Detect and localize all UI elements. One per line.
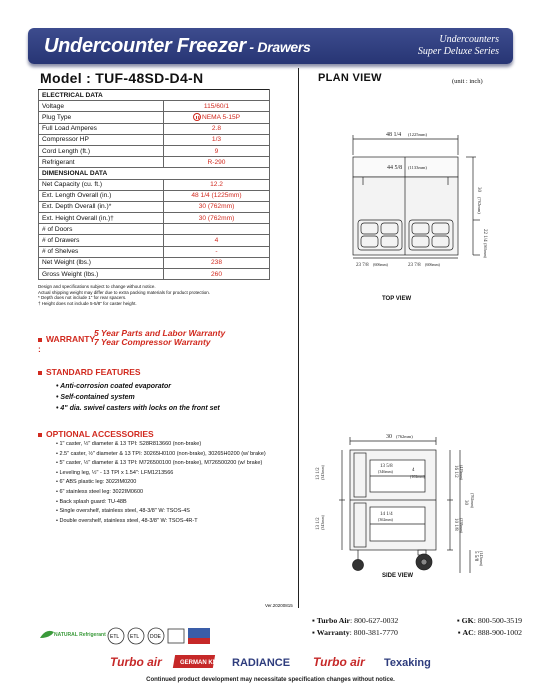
product-title xyxy=(44,35,311,58)
plan-view-title: PLAN VIEW xyxy=(318,72,382,84)
energy-logo xyxy=(168,629,184,643)
spec-row: Net Capacity (cu. ft.) 12.2 xyxy=(39,179,270,190)
svg-text:(258mm): (258mm) xyxy=(459,518,464,533)
svg-text:(102mm): (102mm) xyxy=(410,474,425,479)
svg-text:(346mm): (346mm) xyxy=(378,469,393,474)
svg-text:4: 4 xyxy=(412,468,415,473)
spec-row: Net Weight (lbs.) 238 xyxy=(39,257,270,268)
spec-row: # of Drawers 4 xyxy=(39,235,270,246)
series-label xyxy=(418,34,499,58)
svg-text:(762mm): (762mm) xyxy=(477,197,482,214)
spec-row: Ext. Depth Overall (in.)* 30 (762mm) xyxy=(39,201,270,212)
footer-disclaimer: Continued product development may necessitate specification changes without notice. xyxy=(146,677,395,683)
side-view-label: SIDE VIEW xyxy=(382,573,414,579)
bullet-square xyxy=(38,338,42,342)
spec-row: Cord Length (ft.) 9 xyxy=(39,145,270,156)
subtitle-text: - Drawers xyxy=(245,39,311,55)
spec-row: Ext. Length Overall (in.) 48 1/4 (1225mm) xyxy=(39,190,270,201)
texaking-logo xyxy=(384,657,431,669)
brand-logos xyxy=(0,650,541,674)
svg-text:22 1/4: 22 1/4 xyxy=(482,229,487,242)
spec-row: Compressor HP 1/3 xyxy=(39,134,270,145)
svg-text:GERMAN KNIFE: GERMAN KNIFE xyxy=(180,660,227,666)
doe-logo xyxy=(148,628,164,644)
turbo-air-logo xyxy=(110,655,163,669)
svg-text:23 7/8: 23 7/8 xyxy=(408,263,421,268)
svg-text:30: 30 xyxy=(476,187,481,192)
optional-accessories-list xyxy=(56,441,286,527)
turbo-air-logo-2 xyxy=(313,655,366,669)
natural-refrigerant-logo xyxy=(40,631,106,638)
list-item: • Back splash guard: TU-48B xyxy=(56,498,127,505)
spec-row: # of Doors xyxy=(39,224,270,235)
bullet-square xyxy=(38,371,42,375)
side-view-drawing xyxy=(339,437,470,573)
spec-row: Voltage 115/60/1 xyxy=(39,101,270,112)
svg-text:RADIANCE: RADIANCE xyxy=(232,657,291,669)
svg-text:30: 30 xyxy=(463,500,468,505)
svg-text:(1225mm): (1225mm) xyxy=(408,132,427,137)
spec-table xyxy=(38,89,270,280)
svg-text:44 5/8: 44 5/8 xyxy=(387,165,403,171)
svg-text:(343mm): (343mm) xyxy=(320,465,325,480)
header-banner xyxy=(28,28,513,64)
list-item: • 6" ABS plastic leg: 3022IM0200 xyxy=(56,479,137,486)
list-item: • 5" caster, ½" diameter & 13 TPI: M726500100 (non-brake), M726500200 (w/ brake) xyxy=(56,460,263,467)
list-item: • Anti-corrosion coated evaporator xyxy=(56,383,171,390)
list-item: • 6" stainless steel leg: 3022IM0600 xyxy=(56,488,144,495)
svg-text:(565mm): (565mm) xyxy=(483,243,488,258)
top-view-drawing xyxy=(353,135,480,258)
spec-row: Ext. Height Overall (in.)† 30 (762mm) xyxy=(39,213,270,224)
svg-text:(143mm): (143mm) xyxy=(479,551,484,566)
spec-notes: Design and specifications subject to change without notice. Actual shipping weight may differ due to extra packing materials for product protection. * Depth does not include 1" for rear spacers. † Height does not include 5-5/8" for caster height. xyxy=(38,284,211,306)
svg-text:13 5/8: 13 5/8 xyxy=(380,464,393,469)
category-line-1: Undercounters xyxy=(439,34,499,45)
list-item: • Single overshelf, stainless steel, 48-3/8" W: TSOS-4S xyxy=(56,508,190,515)
svg-text:16 1/2: 16 1/2 xyxy=(453,465,458,478)
made-in-usa-logo xyxy=(188,628,210,644)
german-knife-logo xyxy=(173,655,227,668)
etl-sanitation-logo xyxy=(128,628,144,644)
certification-logos xyxy=(38,624,300,648)
svg-text:(606mm): (606mm) xyxy=(373,262,388,267)
svg-text:ETL: ETL xyxy=(110,634,120,640)
list-item: • Self-contained system xyxy=(56,394,135,401)
dimensional-header: DIMENSIONAL DATA xyxy=(39,168,270,179)
standard-features-list xyxy=(56,381,220,414)
list-item: • 1" caster, ½" diameter & 13 TPI: S28R813660 (non-brake) xyxy=(56,441,202,447)
svg-text:(762mm): (762mm) xyxy=(396,434,413,439)
etl-logo xyxy=(108,628,124,644)
spec-row: Full Load Amperes 2.8 xyxy=(39,123,270,134)
svg-text:Turbo air: Turbo air xyxy=(110,655,162,669)
optional-accessories-title: OPTIONAL ACCESSORIES xyxy=(38,429,154,439)
electrical-header: ELECTRICAL DATA xyxy=(39,90,270,101)
svg-text:(606mm): (606mm) xyxy=(425,262,440,267)
radiance-logo xyxy=(232,657,290,669)
svg-text:(419mm): (419mm) xyxy=(459,465,464,480)
spec-row: Plug Type NEMA 5-15P xyxy=(39,112,270,123)
svg-text:5 5/8: 5 5/8 xyxy=(473,551,478,562)
list-item: • Double overshelf, stainless steel, 48-3/8" W: TSOS-4R-T xyxy=(56,517,198,524)
plug-icon xyxy=(193,113,201,121)
category-line-2: Super Deluxe Series xyxy=(417,46,499,57)
bullet-square xyxy=(38,433,42,437)
svg-text:13 1/2: 13 1/2 xyxy=(316,517,321,530)
list-item: • Leveling leg, ½" - 13 TPI x 1.54": LFM1213566 xyxy=(56,469,174,476)
technical-drawing xyxy=(300,95,530,590)
top-view-label: TOP VIEW xyxy=(382,296,412,302)
title-text: Undercounter Freezer xyxy=(44,35,246,57)
svg-text:13 1/2: 13 1/2 xyxy=(316,467,321,480)
column-divider xyxy=(298,68,299,608)
standard-features-title: STANDARD FEATURES xyxy=(38,367,141,377)
model-number: Model : TUF-48SD-D4-N xyxy=(40,70,204,86)
svg-text:(362mm): (362mm) xyxy=(378,517,393,522)
svg-text:30: 30 xyxy=(386,434,392,440)
spec-row: # of Shelves - xyxy=(39,246,270,257)
contact-block: ▪ Turbo Air: 800-627-0032 ▪ GK: 800-500-3519 ▪ Warranty: 800-381-7770 ▪ AC: 888-900-1002 xyxy=(312,616,522,637)
svg-text:DOE: DOE xyxy=(150,634,161,640)
svg-text:NATURAL Refrigerant: NATURAL Refrigerant xyxy=(54,632,106,638)
svg-text:(1133mm): (1133mm) xyxy=(408,165,427,170)
svg-text:ETL: ETL xyxy=(130,634,140,640)
spec-row: Gross Weight (lbs.) 260 xyxy=(39,269,270,280)
spec-row: Refrigerant R-290 xyxy=(39,157,270,168)
svg-text:(762mm): (762mm) xyxy=(470,493,475,508)
svg-text:48 1/4: 48 1/4 xyxy=(386,132,402,138)
svg-text:10 1/8: 10 1/8 xyxy=(453,518,458,531)
svg-text:23 7/8: 23 7/8 xyxy=(356,263,369,268)
list-item: • 2.5" caster, ½" diameter & 13 TPI: 30265H0100 (non-brake), 30265H0200 (w/ brake) xyxy=(56,450,266,457)
version-label: Ver.20200815 xyxy=(265,603,293,608)
svg-text:(343mm): (343mm) xyxy=(320,515,325,530)
list-item: • 4" dia. swivel casters with locks on the front set xyxy=(56,405,220,412)
svg-text:Turbo air: Turbo air xyxy=(313,655,365,669)
svg-text:14 1/4: 14 1/4 xyxy=(380,512,393,517)
svg-text:Texaking: Texaking xyxy=(384,657,431,669)
unit-note: (unit : inch) xyxy=(452,78,483,85)
